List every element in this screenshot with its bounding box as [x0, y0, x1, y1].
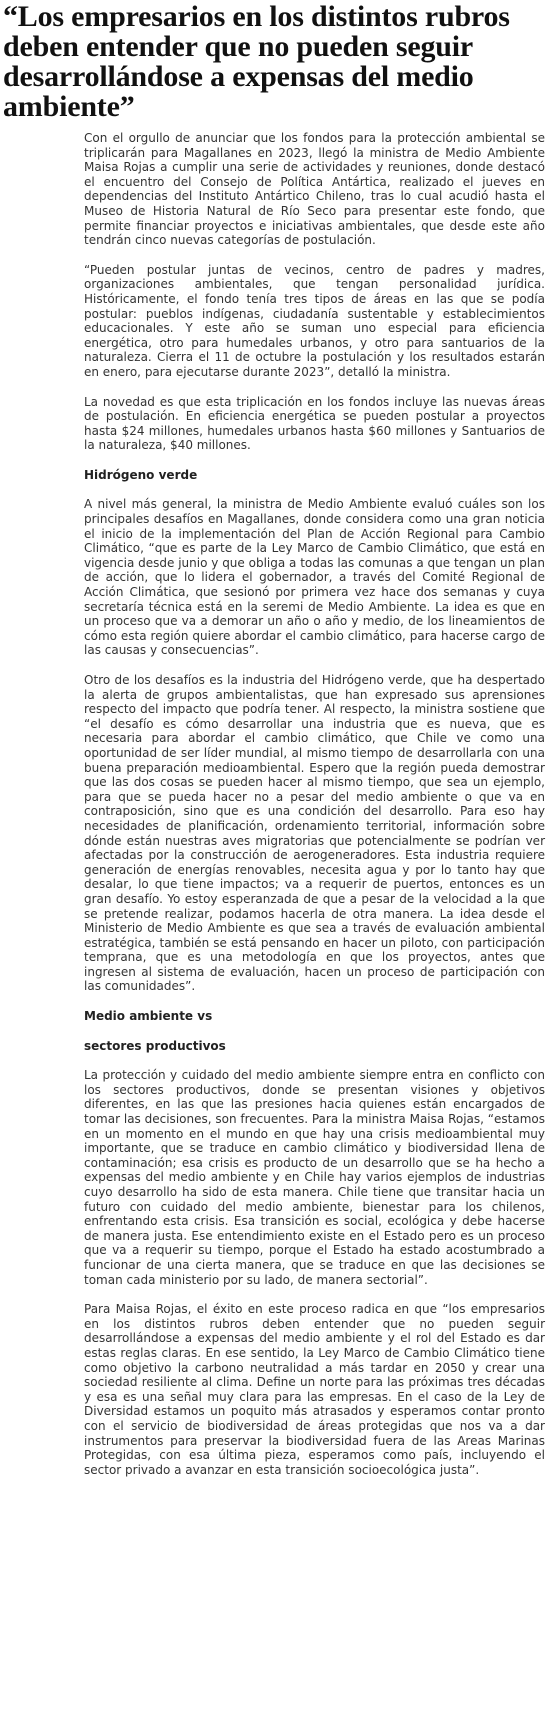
section-heading-medio-ambiente: Medio ambiente vs	[84, 1009, 213, 1024]
article-paragraph: Otro de los desafíos es la industria del Hidrógeno verde, que ha despertado la alerta de grupos ambientalistas, que han expresado sus aprensiones respecto del impacto que podría tener. Al respecto, la ministra sostiene que “el desafío es cómo desarrollar una industria que es nueva, que es necesaria para abordar el cambio climático, que Chile ve como una oportunidad de ser líder mundial, al mismo tiempo de desarrollarla con una buena preparación medioambiental. Espero que la región pueda demostrar que las dos cosas se pueden hacer al mismo tiempo, que sea un ejemplo, para que se pueda hacer no a pesar del medio ambiente o que va en contraposición, sino que es una condición del desarrollo. Para eso hay necesidades de planificación, ordenamiento territorial, información sobre dónde están nuestras aves migratorias que potencialmente se podrían ver afectadas por la construcción de aerogeneradores. Esta industria requiere generación de energías renovables, necesita agua y por lo tanto hay que desalar, lo que tiene impactos; va a requerir de puertos, entonces es un gran desafío. Yo estoy esperanzada de que a pesar de la velocidad a la que se pretende realizar, podamos hacerla de otra manera. La idea desde el Ministerio de Medio Ambiente es que sea a través de evaluación ambiental estratégica, también se está pensando en hacer un piloto, con participación temprana, que es una metodología en que los proyectos, antes que ingresen al sistema de evaluación, hacen un proceso de participación con las comunidades”.	[84, 673, 545, 994]
article-paragraph: Con el orgullo de anunciar que los fondos para la protección ambiental se triplicarán para Magallanes en 2023, llegó la ministra de Medio Ambiente Maisa Rojas a cumplir una serie de actividades y reuniones, donde destacó el encuentro del Consejo de Política Antártica, realizado el jueves en dependencias del Instituto Antártico Chileno, tras lo cual acudió hasta el Museo de Historia Natural de Río Seco para presentar este fondo, que permite financiar proyectos e iniciativas ambientales, que desde este año tendrán cinco nuevas categorías de postulación.	[84, 131, 545, 248]
article-paragraph: A nivel más general, la ministra de Medio Ambiente evaluó cuáles son los principales desafíos en Magallanes, donde considera como una gran noticia el inicio de la implementación del Plan de Acción Regional para Cambio Climático, “que es parte de la Ley Marco de Cambio Climático, que está en vigencia desde junio y que obliga a todas las comunas a que tengan un plan de acción, que lo lidera el gobernador, a través del Comité Regional de Acción Climática, que sesionó por primera vez hace dos semanas y cuya secretaría técnica está en la seremi de Medio Ambiente. La idea es que en un proceso que va a demorar un año o año y medio, de los lineamientos de cómo esta región quiere abordar el cambio climático, para hacerse cargo de las causas y consecuencias”.	[84, 497, 545, 658]
article-body	[0, 131, 550, 1477]
article-paragraph: “Pueden postular juntas de vecinos, centro de padres y madres, organizaciones ambientales, que tengan personalidad jurídica. Históricamente, el fondo tenía tres tipos de áreas en las que se podía postular: pueblos indígenas, ciudadanía sustentable y establecimientos educacionales. Y este año se suman uno especial para eficiencia energética, otro para humedales urbanos, y otro para santuarios de la naturaleza. Cierra el 11 de octubre la postulación y los resultados estarán en enero, para ejecutarse durante 2023”, detalló la ministra.	[84, 262, 545, 379]
article-paragraph: La novedad es que esta triplicación en los fondos incluye las nuevas áreas de postulación. En eficiencia energética se pueden postular a proyectos hasta $24 millones, humedales urbanos hasta $60 millones y Santuarios de la naturaleza, $40 millones.	[84, 394, 545, 453]
article-paragraph: La protección y cuidado del medio ambiente siempre entra en conflicto con los sectores productivos, donde se presentan visiones y objetivos diferentes, en las que las presiones hacia quienes están encargados de tomar las decisiones, son frecuentes. Para la ministra Maisa Rojas, “estamos en un momento en el mundo en que hay una crisis medioambiental muy importante, que se traduce en cambio climático y biodiversidad llena de contaminación; esa crisis es producto de un desarrollo que se ha hecho a expensas del medio ambiente y en Chile hay varios ejemplos de industrias cuyo desarrollo ha sido de esta manera. Chile tiene que transitar hacia un futuro con cuidado del medio ambiente, bienestar para los chilenos, enfrentando esta crisis. Esa transición es social, ecológica y debe hacerse de manera justa. Ese entendimiento existe en el Estado pero es un proceso que va a requerir su tiempo, porque el Estado ha estado acostumbrado a funcionar de una cierta manera, que se traduce en que las decisiones se toman cada ministerio por su lado, de manera sectorial”.	[84, 1068, 545, 1287]
section-heading-sectores-productivos: sectores productivos	[84, 1038, 226, 1053]
section-heading-hidrogeno: Hidrógeno verde	[84, 467, 198, 482]
article-headline: “Los empresarios en los distintos rubros deben entender que no pueden seguir desarrollándose a expensas del medio ambiente”	[3, 0, 510, 123]
article-paragraph: Para Maisa Rojas, el éxito en este proceso radica en que “los empresarios en los distintos rubros deben entender que no pueden seguir desarrollándose a expensas del medio ambiente y el rol del Estado es dar estas reglas claras. En ese sentido, la Ley Marco de Cambio Climático tiene como objetivo la carbono neutralidad a más tardar en 2050 y crear una sociedad resiliente al clima. Define un norte para las próximas tres décadas y esa es una señal muy clara para las empresas. En el caso de la Ley de Diversidad estamos un poquito más atrasados y esperamos contar pronto con el servicio de biodiversidad de áreas protegidas que nos va a dar instrumentos para preservar la biodiversidad fuera de las Areas Marinas Protegidas, con esa última pieza, esperamos como país, incluyendo el sector privado a avanzar en esta transición socioecológica justa”.	[84, 1302, 545, 1477]
